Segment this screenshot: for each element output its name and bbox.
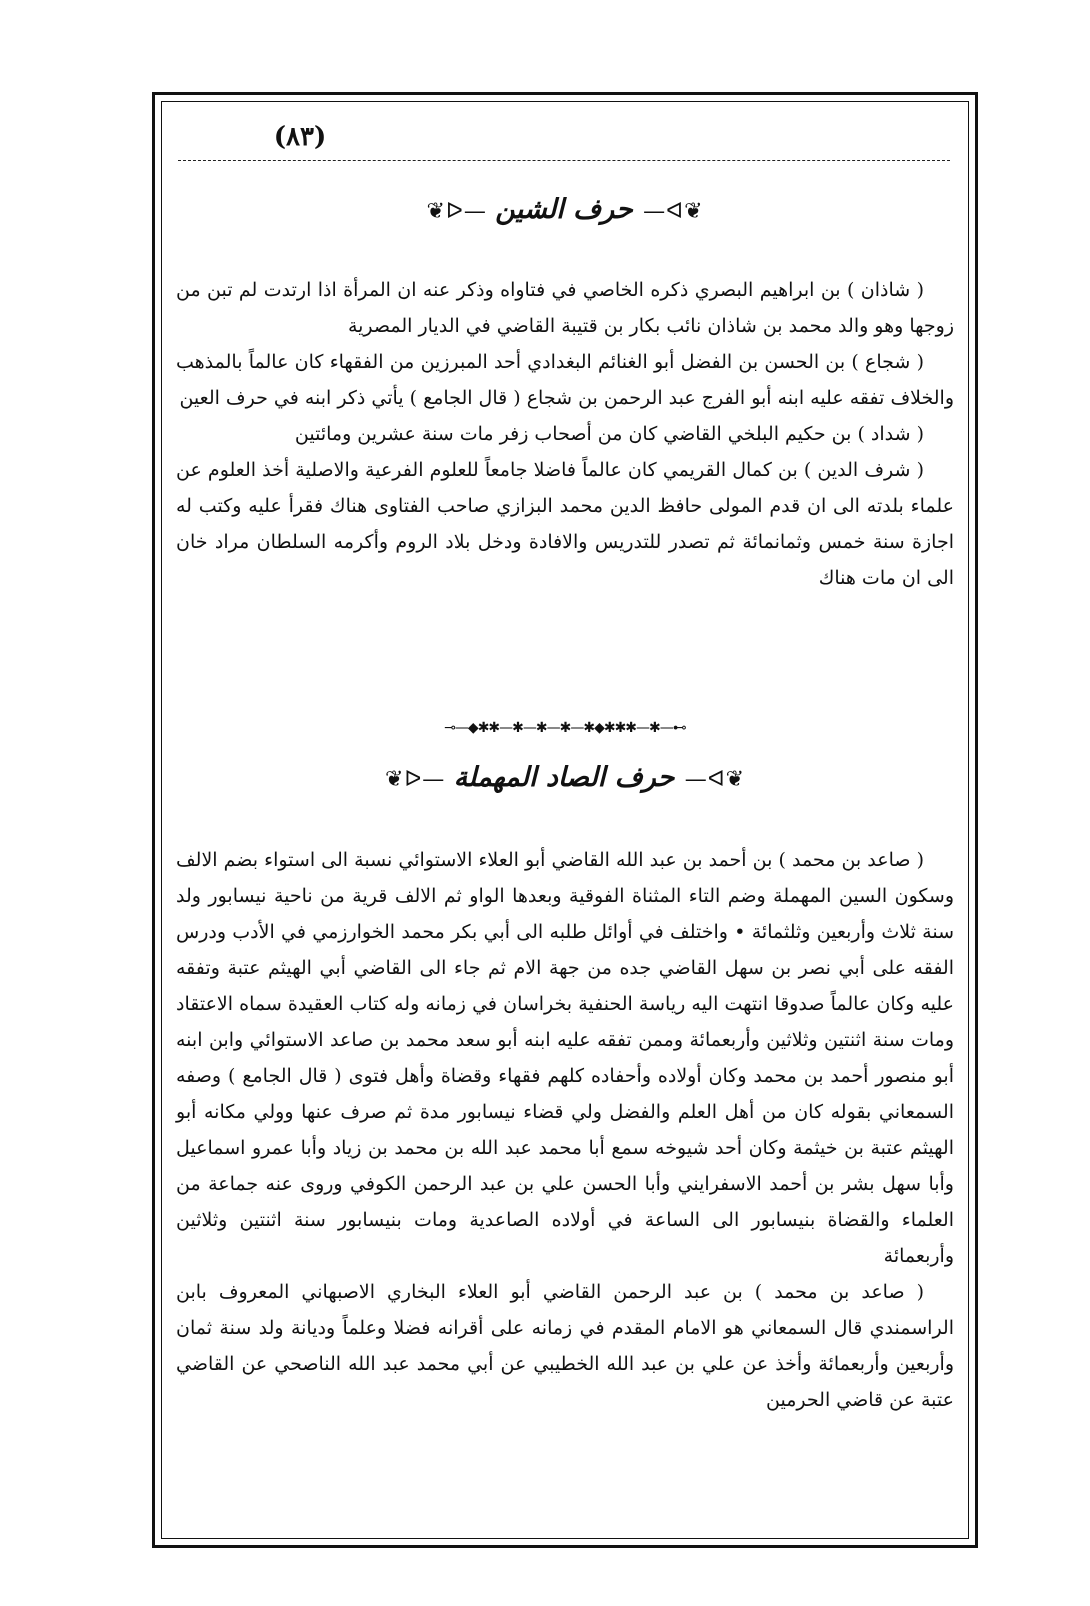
entry-said-ibn-muhammad-2: ( صاعد بن محمد ) بن عبد الرحمن القاضي أبو العلاء البخاري الاصبهاني المعروف بابن الراسمندي قال السمعاني هو الامام المقدم في زمانه على أقرانه فضلا وعلماً وديانة ولد سنة ثمان وأربعين وأربعمائة وأخذ عن علي بن عبد الله الخطيبي عن أبي محمد عبد الله الناصحي عن القاضي عتبة عن قاضي الحرمين: [176, 1281, 954, 1411]
entry-shuja: ( شجاع ) بن الحسن بن الفضل أبو الغنائم البغدادي أحد المبرزين من الفقهاء كان عالماً بالمذهب والخلاف تفقه عليه ابنه أبو الفرج عبد الرحمن بن شجاع ( قال الجامع ) يأتي ذكر ابنه في حرف العين: [176, 351, 954, 409]
entry-shadhan: ( شاذان ) بن ابراهيم البصري ذكره الخاصي في فتاواه وذكر عنه ان المرأة اذا ارتدت لم تبن من زوجها وهو والد محمد بن شاذان نائب بكار بن قتيبة القاضي في الديار المصرية: [176, 279, 954, 337]
heading-ornament-right: ❦ᐊ—: [684, 767, 746, 792]
heading-sad-text: حرف الصاد المهملة: [453, 762, 675, 793]
heading-shin-text: حرف الشين: [495, 194, 633, 225]
entry-sharaf-al-din: ( شرف الدين ) بن كمال القريمي كان عالماً فاضلا جامعاً للعلوم الفرعية والاصلية أخذ العلوم عن علماء بلدته الى ان قدم المولى حافظ الدين محمد البزازي صاحب الفتاوى هناك فقرأ عليه وكتب له اجازة سنة خمس وثمانمائة ثم تصدر للتدريس والافادة ودخل بلاد الروم وأكرمه السلطان مراد خان الى ان مات هناك: [176, 459, 954, 589]
page-frame: [152, 92, 978, 1548]
heading-shin: [162, 194, 968, 225]
entry-said-ibn-muhammad-1: ( صاعد بن محمد ) بن أحمد بن عبد الله القاضي أبو العلاء الاستوائي نسبة الى استواء بضم الالف وسكون السين المهملة وضم التاء المثناة الفوقية وبعدها الواو ثم الالف قرية من ناحية نيسابور ولد سنة ثلاث وأربعين وثلثمائة • واختلف في أوائل طلبه الى أبي بكر محمد الخوارزمي في الأدب ودرس الفقه على أبي نصر بن سهل القاضي جده من جهة الام ثم جاء الى القاضي أبي الهيثم عتبة وتفقه عليه وكان عالماً صدوقا انتهت اليه رياسة الحنفية بخراسان في زمانه وله كتاب العقيدة سماه الاعتقاد ومات سنة اثنتين وثلاثين وأربعمائة وممن تفقه عليه ابنه أبو سعد محمد بن صاعد الاستوائي وابن ابنه أبو منصور أحمد بن محمد وكان أولاده وأحفاده كلهم فقهاء وقضاة وأهل فتوى ( قال الجامع ) وصفه السمعاني بقوله كان من أهل العلم والفضل ولي قضاء نيسابور مدة ثم صرف عنها وولي مكانه أبو الهيثم عتبة بن خيثمة وكان أحد شيوخه سمع أبا محمد عبد الله بن محمد بن زياد وأبا عمرو اسماعيل وأبا سهل بشر بن أحمد الاسفرايني وأبا الحسن علي بن عبد الرحمن الكوفي وروى عنه جماعة من العلماء والقضاة بنيسابور الى الساعة في أولاده الصاعدية ومات بنيسابور سنة اثنتين وثلاثين وأربعمائة: [176, 849, 955, 1267]
header-rule: [178, 160, 950, 161]
section-sad-body: [176, 842, 954, 1418]
page-inner-frame: [161, 101, 969, 1539]
heading-ornament-right: ❦ᐊ—: [643, 199, 704, 224]
section-shin-body: [176, 272, 954, 596]
heading-sad: [162, 762, 968, 793]
heading-ornament-left: —ᐅ❦: [426, 199, 486, 224]
page-number: (٨٣): [273, 122, 327, 152]
entry-shaddad: ( شداد ) بن حكيم البلخي القاضي كان من أصحاب زفر مات سنة عشرين ومائتين: [294, 423, 924, 445]
section-divider: ⊸—◆✱✱—✱—✱—✱—✱◆✱✱✱—✱—⊷: [444, 720, 686, 736]
heading-ornament-left: —ᐅ❦: [384, 767, 445, 792]
